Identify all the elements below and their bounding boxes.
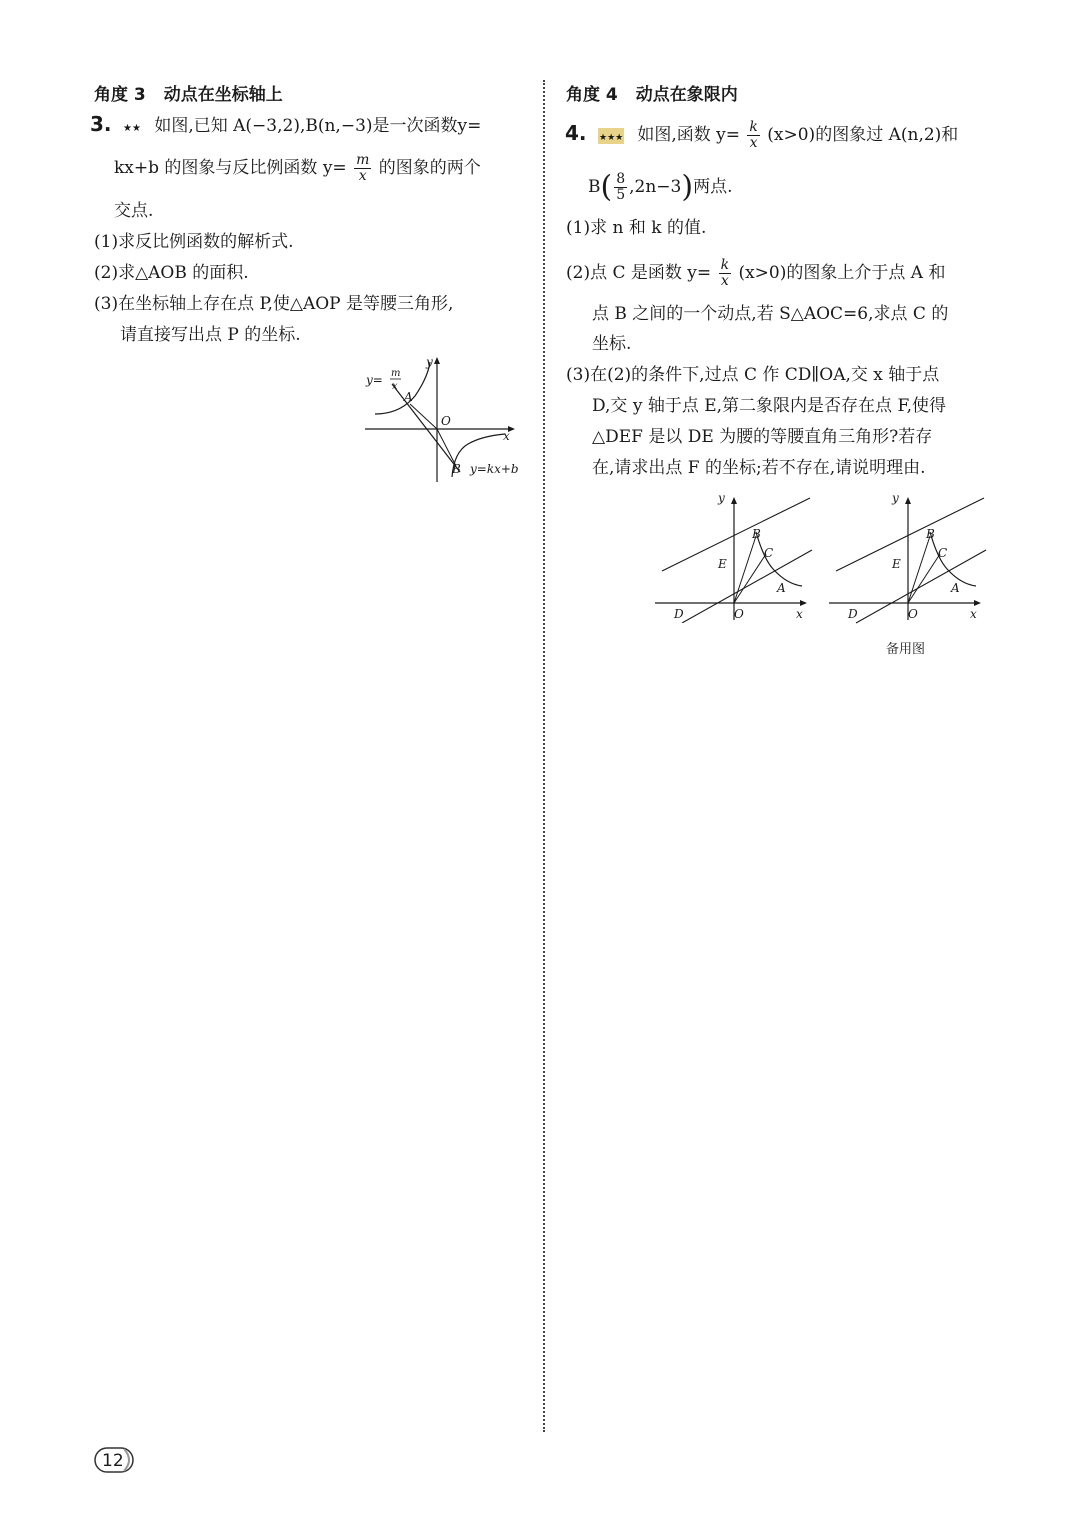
segment-OB [437,429,456,466]
y-axis-label: y [426,355,433,369]
point-A-label: A [777,581,786,595]
point-A-label: A [951,581,960,595]
curve-label-num: m [391,368,401,379]
point-D-label: D [848,607,858,621]
fraction-k-over-x: $\frac{k}{x}$ [749,119,758,151]
section-heading-4 [566,80,738,105]
line-CD [836,498,984,571]
y-arrow-icon [434,357,440,364]
x-axis-label: x [796,607,803,621]
x-axis-label: x [503,429,510,443]
difficulty-stars-icon [123,120,141,134]
page-number-badge [94,1447,134,1473]
section-title: 动点在坐标轴上 [163,85,283,105]
point-D-label: D [674,607,684,621]
svg-text:★★: ★★ [122,122,141,134]
x-arrow-icon [974,600,981,606]
hyperbola-branch-q2 [375,362,430,414]
q4-graph-spare [826,488,991,658]
question-number: 3. [90,112,112,136]
q4-part2-line1: (2)点 C 是函数 y= $\frac{k}{x}$ (x>0)的图象上介于点 A 和 [566,257,946,289]
q4-part1: (1)求 n 和 k 的值. [566,218,707,238]
fraction-k-over-x-2: $\frac{k}{x}$ [720,257,730,289]
curve-label: y= [366,373,383,387]
point-C-label: C [938,546,948,560]
q4-part3-line4: 在,请求出点 F 的坐标;若不存在,请说明理由. [592,458,926,478]
point-B-label: B [452,462,461,476]
section-tag: 角度 4 [566,85,618,105]
line-OA [682,550,812,623]
curve-label-den: x [392,381,398,392]
x-axis-label: x [970,607,977,621]
difficulty-stars-icon [598,128,624,144]
q3-line3: 交点. [114,201,154,221]
column-divider [543,80,545,1432]
spare-graph-caption: 备用图 [886,642,926,657]
point-B-label: B [926,527,935,541]
q4-graph-main [652,488,817,623]
line-kx-b [392,384,460,472]
fraction-m-over-x: $\frac{m}{x}$ [356,152,370,184]
q3-line1: 3. ★★ 如图,已知 A(−3,2),B(n,−3)是一次函数y= [90,112,482,136]
line-OA [856,550,986,623]
segment-OB [734,536,756,603]
q4-part2-line2: 点 B 之间的一个动点,若 S△AOC=6,求点 C 的 [592,304,949,324]
point-E-label: E [892,557,901,571]
q3-part1: (1)求反比例函数的解析式. [94,232,294,252]
line-CD [662,498,810,571]
q3-part3-line1: (3)在坐标轴上存在点 P,使△AOP 是等腰三角形, [94,294,454,314]
svg-text:★★★: ★★★ [598,132,624,143]
point-E-label: E [718,557,727,571]
origin-label: O [734,607,744,621]
point-B-label: B [752,527,761,541]
segment-OB [908,536,930,603]
origin-label: O [441,414,451,428]
point-C-label: C [764,546,774,560]
q3-line2: kx+b 的图象与反比例函数 y= $\frac{m}{x}$ 的图象的两个 [114,152,481,184]
section-heading-3 [94,80,283,105]
q3-part3-line2: 请直接写出点 P 的坐标. [120,325,301,345]
q4-line2: B( $\frac{8}{5}$ ,2n−3)两点. [588,169,733,205]
origin-label: O [908,607,918,621]
y-arrow-icon [731,497,737,504]
fraction-8-over-5: $\frac{8}{5}$ [616,171,626,203]
q4-part3-line3: △DEF 是以 DE 为腰的等腰直角三角形?若存 [592,427,933,447]
y-axis-label: y [718,491,725,505]
x-arrow-icon [800,600,807,606]
point-A-label: A [404,390,413,404]
y-axis-label: y [892,491,899,505]
q4-line1: 4. ★★★ 如图,函数 y= $\frac{k}{x}$ (x>0)的图象过 A(n,2)和 [565,119,959,151]
q4-part3-line1: (3)在(2)的条件下,过点 C 作 CD∥OA,交 x 轴于点 [566,365,940,385]
y-arrow-icon [905,497,911,504]
q3-graph [360,352,530,487]
q4-part3-line2: D,交 y 轴于点 E,第二象限内是否存在点 F,使得 [592,396,947,416]
page-number: 12 [102,1451,124,1471]
q4-part2-line3: 坐标. [592,334,632,354]
line-label: y=kx+b [470,462,519,476]
section-title: 动点在象限内 [635,85,738,105]
section-tag: 角度 3 [94,85,146,105]
question-number: 4. [565,121,587,145]
q3-part2: (2)求△AOB 的面积. [94,263,249,283]
